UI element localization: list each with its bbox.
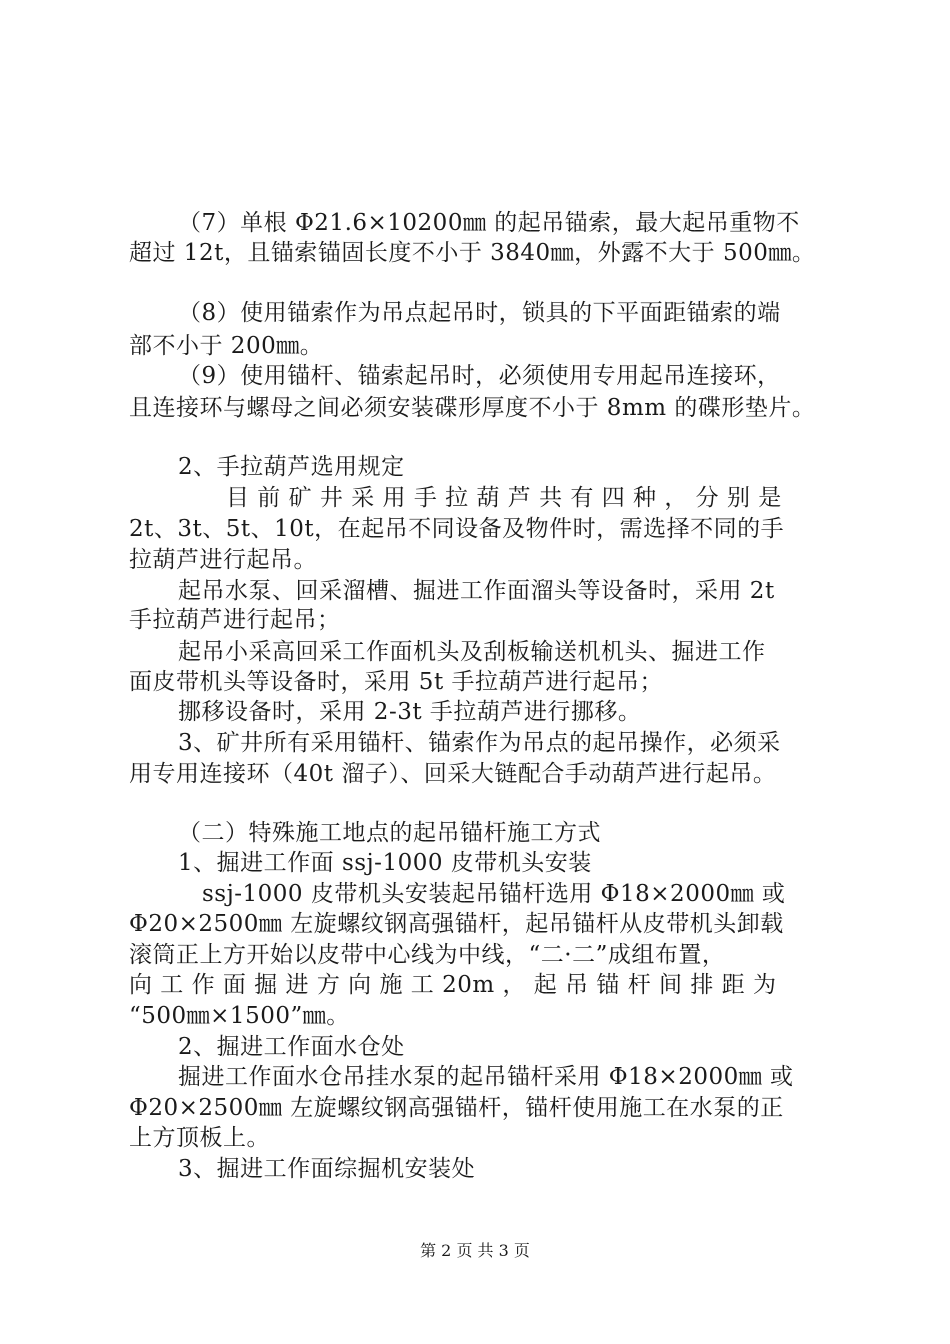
text-line: 面皮带机头等设备时，采用 5t 手拉葫芦进行起吊； — [129, 669, 663, 695]
text-line: 起吊水泵、回采溜槽、掘进工作面溜头等设备时，采用 2t — [178, 578, 775, 604]
text-line: 掘进工作面水仓吊挂水泵的起吊锚杆采用 Φ18×2000㎜ 或 — [178, 1064, 794, 1090]
text-line: ssj-1000 皮带机头安装起吊锚杆选用 Φ18×2000㎜ 或 — [202, 881, 786, 907]
text-line: 向 工 作 面 掘 进 方 向 施 工 20m ， 起 吊 锚 杆 间 排 距 为 — [129, 972, 777, 998]
text-line: （9）使用锚杆、锚索起吊时，必须使用专用起吊连接环， — [178, 363, 781, 389]
subsection-heading: 1、掘进工作面 ssj-1000 皮带机头安装 — [178, 850, 592, 876]
text-line: Φ20×2500㎜ 左旋螺纹钢高强锚杆，锚杆使用施工在水泵的正 — [129, 1095, 784, 1121]
text-line: 2t、3t、5t、10t，在起吊不同设备及物件时，需选择不同的手 — [129, 516, 785, 542]
subsection-heading: 3、掘进工作面综掘机安装处 — [178, 1156, 476, 1182]
text-line: 滚筒正上方开始以皮带中心线为中线，“二·二”成组布置， — [129, 942, 726, 968]
text-line: 拉葫芦进行起吊。 — [129, 547, 317, 573]
text-line: 目 前 矿 井 采 用 手 拉 葫 芦 共 有 四 种 ， 分 别 是 — [226, 485, 782, 511]
text-line: （8）使用锚索作为吊点起吊时，锁具的下平面距锚索的端 — [178, 300, 781, 326]
section-heading: 2、手拉葫芦选用规定 — [178, 454, 405, 480]
text-line: “500㎜×1500”㎜。 — [129, 1003, 350, 1029]
text-line: （7）单根 Φ21.6×10200㎜ 的起吊锚索，最大起吊重物不 — [178, 210, 800, 236]
text-line: 部不小于 200㎜。 — [129, 333, 324, 359]
text-line: 起吊小采高回采工作面机头及刮板输送机机头、掘进工作 — [178, 639, 766, 665]
text-line: 超过 12t，且锚索锚固长度不小于 3840㎜，外露不大于 500㎜。 — [129, 240, 816, 266]
text-line: 用专用连接环（40t 溜子）、回采大链配合手动葫芦进行起吊。 — [129, 761, 777, 787]
text-line: Φ20×2500㎜ 左旋螺纹钢高强锚杆，起吊锚杆从皮带机头卸载 — [129, 911, 784, 937]
subsection-heading: 2、掘进工作面水仓处 — [178, 1034, 405, 1060]
text-line: 手拉葫芦进行起吊； — [129, 607, 341, 633]
text-line: 上方顶板上。 — [129, 1125, 270, 1151]
section-heading: （二）特殊施工地点的起吊锚杆施工方式 — [178, 820, 601, 846]
text-line: 且连接环与螺母之间必须安装碟形厚度不小于 8mm 的碟形垫片。 — [129, 395, 816, 421]
page-footer: 第 2 页 共 3 页 — [420, 1241, 530, 1260]
text-line: 挪移设备时，采用 2-3t 手拉葫芦进行挪移。 — [178, 699, 642, 725]
text-line: 3、矿井所有采用锚杆、锚索作为吊点的起吊操作，必须采 — [178, 730, 781, 756]
